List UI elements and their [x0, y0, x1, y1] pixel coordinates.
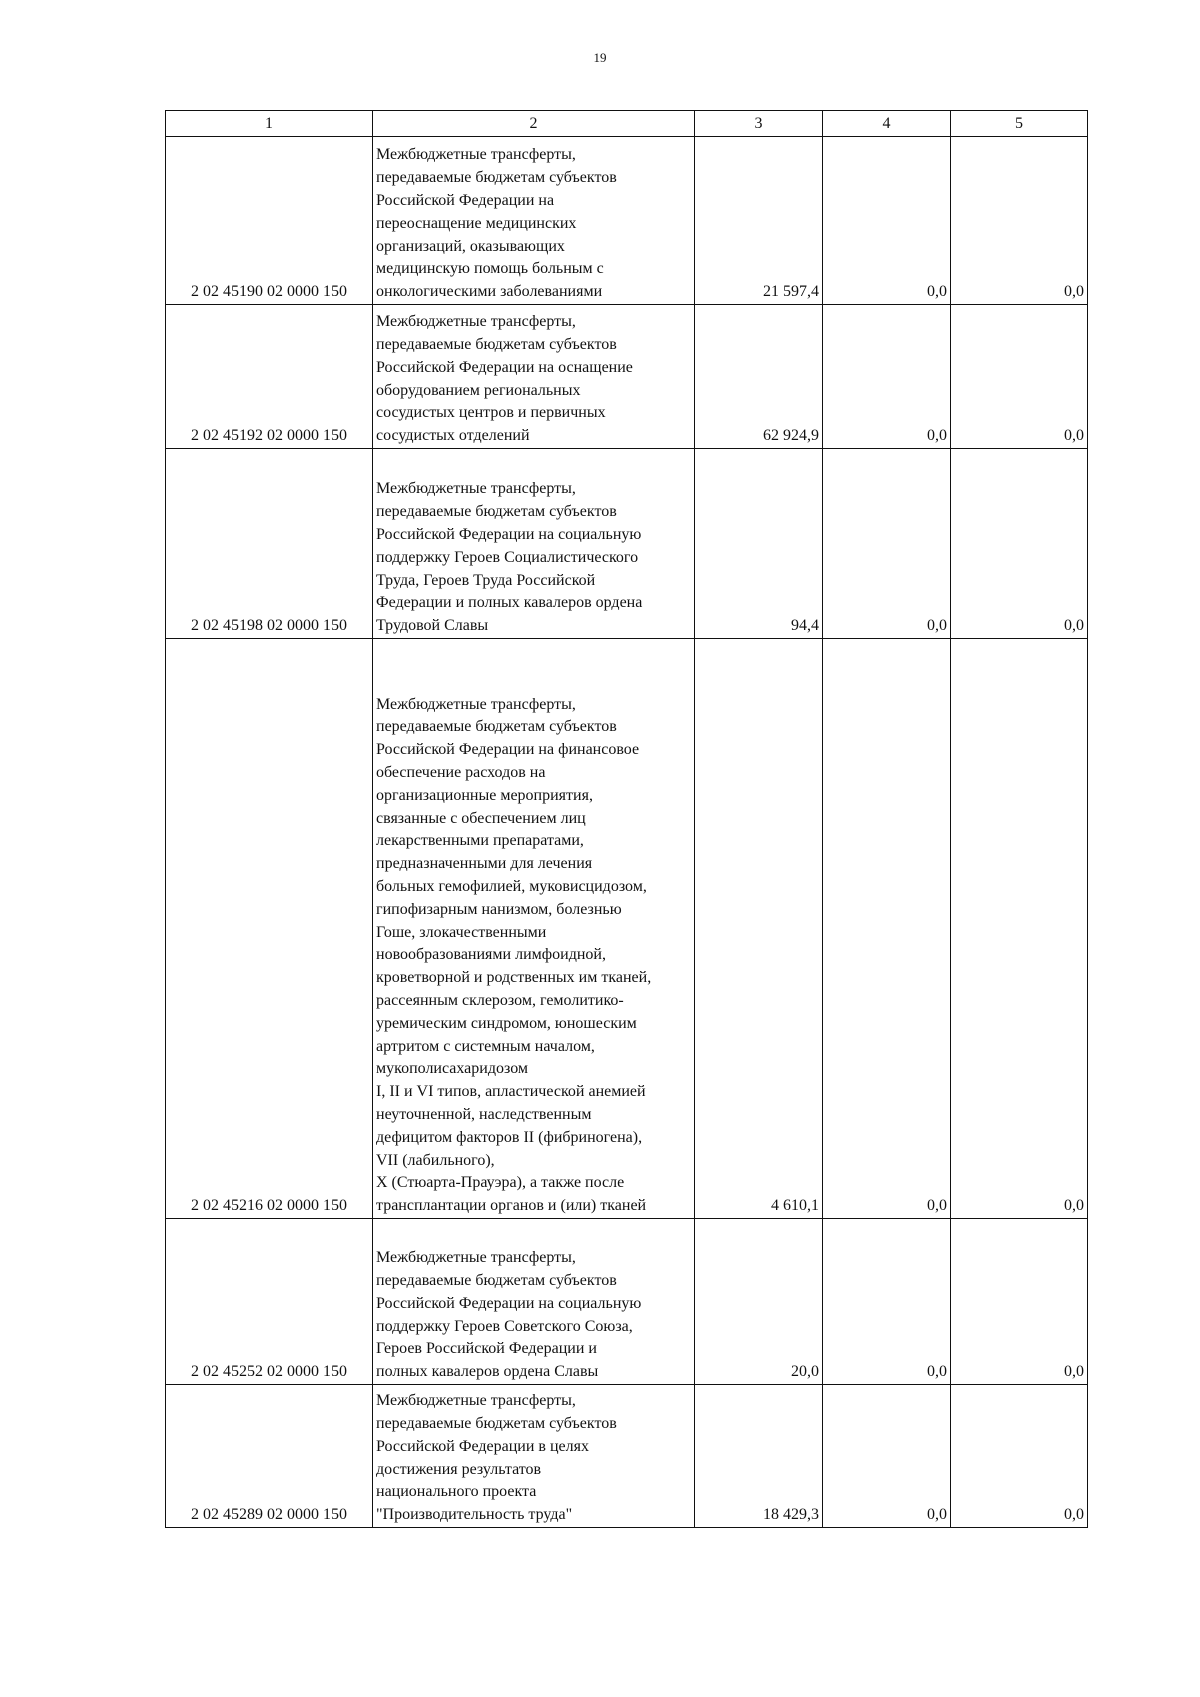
amount-col4-cell: 0,0	[823, 137, 951, 305]
column-header-5: 5	[951, 111, 1088, 137]
amount-col5-cell: 0,0	[951, 305, 1088, 449]
description-cell: Межбюджетные трансферты, передаваемые бюджетам субъектов Российской Федерации на финансовое обеспечение расходов на организационные мероприятия, связанные с обеспечением лиц лекарственными препаратами, предназначенными для лечения больных гемофилией, муковисцидозом, гипофизарным нанизмом, болезнью Гоше, злокачественными новообразованиями лимфоидной, кроветворной и родственных им тканей, рассеянным склерозом, гемолитико- уремическим синдромом, юношеским артритом с системным началом, мукополисахаридозом I, II и VI типов, апластической анемией неуточненной, наследственным дефицитом факторов II (фибриногена), VII (лабильного), X (Стюарта-Прауэра), а также после трансплантации органов и (или) тканей	[373, 639, 695, 1219]
table-row	[166, 449, 1088, 639]
amount-col3-cell: 4 610,1	[695, 639, 823, 1219]
amount-col5-cell: 0,0	[951, 1385, 1088, 1528]
amount-col3-cell: 18 429,3	[695, 1385, 823, 1528]
description-cell: Межбюджетные трансферты, передаваемые бюджетам субъектов Российской Федерации на оснащение оборудованием региональных сосудистых центров и первичных сосудистых отделений	[373, 305, 695, 449]
amount-col5-cell: 0,0	[951, 449, 1088, 639]
table-row	[166, 305, 1088, 449]
budget-code-cell: 2 02 45216 02 0000 150	[166, 639, 373, 1219]
table-row	[166, 137, 1088, 305]
amount-col4-cell: 0,0	[823, 1219, 951, 1385]
budget-code-cell: 2 02 45192 02 0000 150	[166, 305, 373, 449]
description-cell: Межбюджетные трансферты, передаваемые бюджетам субъектов Российской Федерации на переоснащение медицинских организаций, оказывающих медицинскую помощь больным с онкологическими заболеваниями	[373, 137, 695, 305]
amount-col5-cell: 0,0	[951, 1219, 1088, 1385]
amount-col5-cell: 0,0	[951, 137, 1088, 305]
table-row	[166, 639, 1088, 1219]
header-row	[166, 111, 1088, 137]
amount-col3-cell: 21 597,4	[695, 137, 823, 305]
budget-table	[165, 110, 1088, 1528]
column-header-2: 2	[373, 111, 695, 137]
amount-col3-cell: 62 924,9	[695, 305, 823, 449]
amount-col3-cell: 20,0	[695, 1219, 823, 1385]
budget-code-cell: 2 02 45198 02 0000 150	[166, 449, 373, 639]
amount-col4-cell: 0,0	[823, 639, 951, 1219]
description-cell: Межбюджетные трансферты, передаваемые бюджетам субъектов Российской Федерации на социальную поддержку Героев Социалистического Труда, Героев Труда Российской Федерации и полных кавалеров ордена Трудовой Славы	[373, 449, 695, 639]
table-row	[166, 1219, 1088, 1385]
table-row	[166, 1385, 1088, 1528]
amount-col4-cell: 0,0	[823, 305, 951, 449]
column-header-4: 4	[823, 111, 951, 137]
column-header-1: 1	[166, 111, 373, 137]
amount-col3-cell: 94,4	[695, 449, 823, 639]
page-number: 19	[593, 50, 607, 65]
description-cell: Межбюджетные трансферты, передаваемые бюджетам субъектов Российской Федерации на социальную поддержку Героев Советского Союза, Героев Российской Федерации и полных кавалеров ордена Славы	[373, 1219, 695, 1385]
budget-code-cell: 2 02 45289 02 0000 150	[166, 1385, 373, 1528]
amount-col4-cell: 0,0	[823, 1385, 951, 1528]
column-header-3: 3	[695, 111, 823, 137]
budget-code-cell: 2 02 45190 02 0000 150	[166, 137, 373, 305]
amount-col5-cell: 0,0	[951, 639, 1088, 1219]
budget-code-cell: 2 02 45252 02 0000 150	[166, 1219, 373, 1385]
description-cell: Межбюджетные трансферты, передаваемые бюджетам субъектов Российской Федерации в целях достижения результатов национального проекта "Производительность труда"	[373, 1385, 695, 1528]
amount-col4-cell: 0,0	[823, 449, 951, 639]
